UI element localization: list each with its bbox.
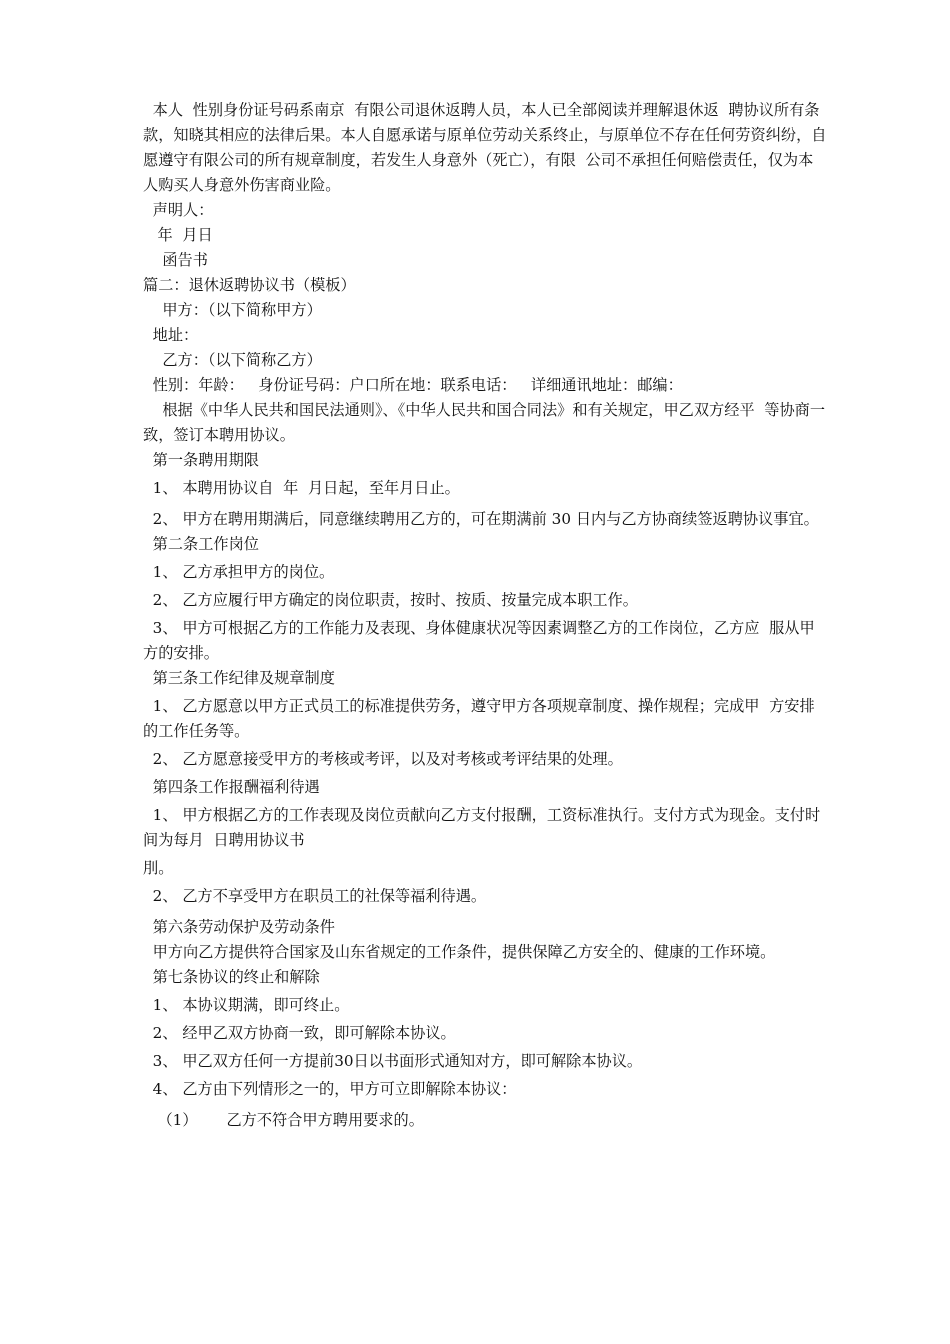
article-4-fragment: 刖。 [143, 859, 174, 877]
article-2-title: 第二条工作岗位 [143, 535, 259, 553]
party-a-line: 甲方：（以下简称甲方） [143, 301, 322, 319]
article-7-clause-4: 4、 乙方由下列情形之一的，甲方可立即解除本协议： [143, 1080, 517, 1098]
article-1-clause-1: 1、 本聘用协议自 年 月日起，至年月日止。 [143, 479, 460, 497]
article-7-clause-1: 1、 本协议期满，即可终止。 [143, 996, 350, 1014]
article-3-clause-2: 2、 乙方愿意接受甲方的考核或考评，以及对考核或考评结果的处理。 [143, 750, 623, 768]
article-6-title: 第六条劳动保护及劳动条件 [143, 918, 335, 936]
article-7-title: 第七条协议的终止和解除 [143, 968, 320, 986]
article-3-title: 第三条工作纪律及规章制度 [143, 669, 335, 687]
article-1-clause-2: 2、 甲方在聘用期满后，同意继续聘用乙方的，可在期满前 30 日内与乙方协商续签返聘协议事宜。 [143, 510, 819, 528]
article-2-clause-1: 1、 乙方承担甲方的岗位。 [143, 563, 335, 581]
notice-title: 函告书 [143, 251, 208, 269]
preamble-paragraph: 根据《中华人民共和国民法通则》、《中华人民共和国合同法》和有关规定，甲乙双方经平 等协商一致，签订本聘用协议。 [143, 401, 826, 444]
party-b-line: 乙方：（以下简称乙方） [143, 351, 322, 369]
article-3-clause-1: 1、 乙方愿意以甲方正式员工的标准提供劳务，遵守甲方各项规章制度、操作规程；完成甲 方安排的工作任务等。 [143, 697, 815, 740]
declarant-line: 声明人： [143, 201, 214, 219]
section-heading: 篇二：退休返聘协议书（模板） [143, 276, 356, 294]
article-4-clause-1: 1、 甲方根据乙方的工作表现及岗位贡献向乙方支付报酬，工资标准执行。支付方式为现金。支付时间为每月 日聘用协议书 [143, 806, 821, 849]
article-7-clause-4-item-1: （1） 乙方不符合甲方聘用要求的。 [143, 1111, 424, 1129]
article-1-title: 第一条聘用期限 [143, 451, 259, 469]
document-body [143, 98, 827, 1133]
article-6-body: 甲方向乙方提供符合国家及山东省规定的工作条件，提供保障乙方安全的、健康的工作环境。 [143, 943, 776, 961]
article-7-clause-3: 3、 甲乙双方任何一方提前30日以书面形式通知对方，即可解除本协议。 [143, 1052, 643, 1070]
article-4-clause-2: 2、 乙方不享受甲方在职员工的社保等福利待遇。 [143, 887, 487, 905]
article-2-clause-2: 2、 乙方应履行甲方确定的岗位职责，按时、按质、按量完成本职工作。 [143, 591, 638, 609]
statement-paragraph: 本人 性别身份证号码系南京 有限公司退休返聘人员，本人已全部阅读并理解退休返 聘协议所有条款，知晓其相应的法律后果。本人自愿承诺与原单位劳动关系终止，与原单位不存在任何劳资纠纷，自愿遵守有限公司的所有规章制度，若发生人身意外（死亡），有限 公司不承担任何赔偿责任，仅为本人购买人身意外伤害商业险。 [143, 101, 827, 194]
article-2-clause-3: 3、 甲方可根据乙方的工作能力及表现、身体健康状况等因素调整乙方的工作岗位，乙方应 服从甲方的安排。 [143, 619, 815, 662]
article-7-clause-2: 2、 经甲乙双方协商一致，即可解除本协议。 [143, 1024, 456, 1042]
address-line: 地址： [143, 326, 199, 344]
party-b-info-line: 性别：年龄： 身份证号码：户口所在地：联系电话： 详细通讯地址：邮编： [143, 376, 683, 394]
date-line: 年 月日 [143, 226, 213, 244]
article-4-title: 第四条工作报酬福利待遇 [143, 778, 320, 796]
